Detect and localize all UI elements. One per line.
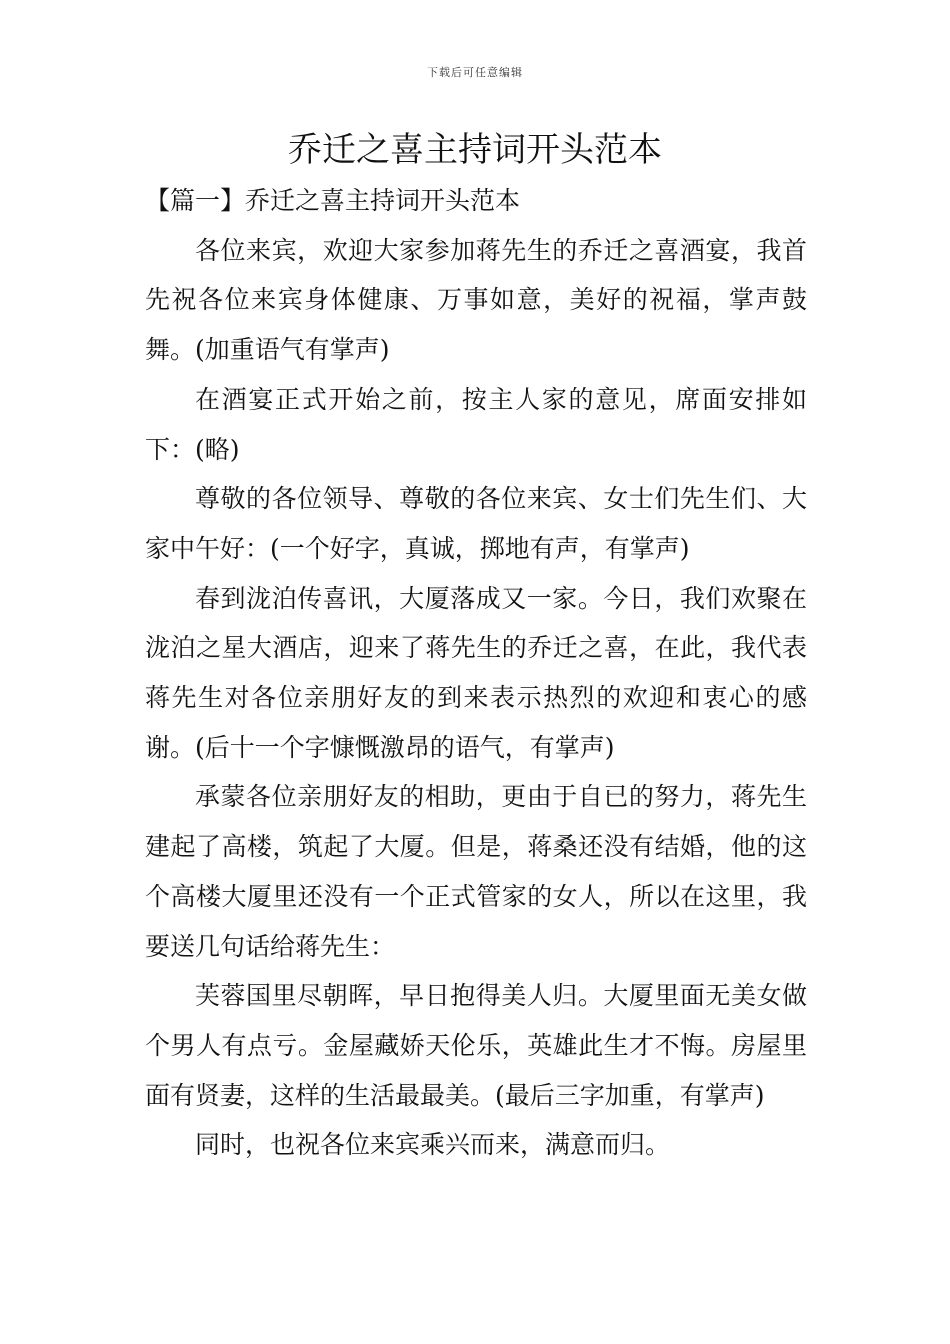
- section-heading: 【篇一】乔迁之喜主持词开头范本: [145, 186, 521, 215]
- document-title: 乔迁之喜主持词开头范本: [288, 130, 662, 170]
- paragraph-6: 芙蓉国里尽朝晖，早日抱得美人归。大厦里面无美女做个男人有点亏。金屋藏娇天伦乐，英雄此生才不悔。房屋里面有贤妻，这样的生活最最美。(最后三字加重，有掌声): [145, 981, 807, 1110]
- paragraph-5: 承蒙各位亲朋好友的相助，更由于自已的努力，蒋先生建起了高楼，筑起了大厦。但是，蒋桑还没有结婚，他的这个高楼大厦里还没有一个正式管家的女人，所以在这里，我要送几句话给蒋先生：: [145, 782, 807, 961]
- paragraph-1: 各位来宾，欢迎大家参加蒋先生的乔迁之喜酒宴，我首先祝各位来宾身体健康、万事如意，美好的祝福，掌声鼓舞。(加重语气有掌声): [145, 235, 807, 365]
- paragraph-4: 春到泷泊传喜讯，大厦落成又一家。今日，我们欢聚在泷泊之星大酒店，迎来了蒋先生的乔迁之喜，在此，我代表蒋先生对各位亲朋好友的到来表示热烈的欢迎和衷心的感谢。(后十一个字慷慨激昂的语气，有掌声): [145, 583, 807, 762]
- paragraph-2: 在酒宴正式开始之前，按主人家的意见，席面安排如下：(略): [145, 384, 807, 464]
- paragraph-7: 同时，也祝各位来宾乘兴而来，满意而归。: [195, 1130, 671, 1160]
- paragraph-3: 尊敬的各位领导、尊敬的各位来宾、女士们先生们、大家中午好：(一个好字，真诚，掷地有声，有掌声): [145, 484, 807, 563]
- document-body: [145, 176, 807, 1170]
- header-note: 下载后可任意编辑: [427, 66, 523, 79]
